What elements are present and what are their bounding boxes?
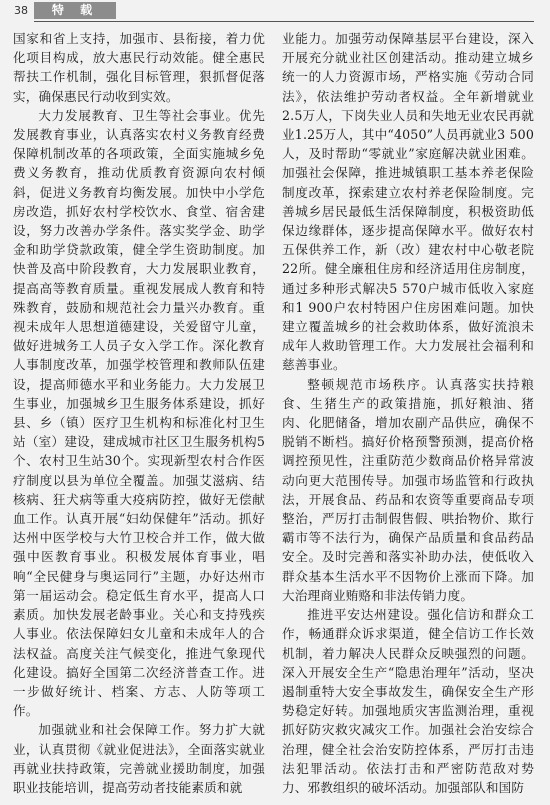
paragraph: 国家和省上支持，加强市、县衔接，着力优化项目构成，放大惠民行动效能。健全惠民帮扶工作机制，强化目标管理，狠抓督促落实，确保惠民行动收到实效。 — [13, 31, 265, 104]
page-number: 38 — [14, 4, 28, 17]
paragraph: 推进平安达州建设。强化信访和群众工作，畅通群众诉求渠道，健全信访工作长效机制，着力解决人民群众反映强烈的问题。深入开展安全生产“隐患治理年”活动，坚决遏制重特大安全事故发生，确保安全生产形势稳定好转。加强地质灾害监测治理，重视抓好防灾救灾减灾工作。加强社会治安综合治理，健全社会治安防控体系，严厉打击违法犯罪活动。依法打击和严密防范敌对势力、邪教组织的破坏活动。加强部队和国防 — [282, 607, 534, 795]
paragraph: 加强就业和社会保障工作。努力扩大就业，认真贯彻《就业促进法》，全面落实就业再就业扶持政策，完善就业援助制度，加强职业技能培训，提高劳动者技能素质和就 — [13, 722, 265, 795]
left-column — [13, 29, 265, 797]
right-column — [282, 29, 534, 797]
section-title: 特 载 — [34, 2, 116, 19]
paragraph: 大力发展教育、卫生等社会事业。优先发展教育事业，认真落实农村义务教育经费保障机制改革的各项政策，全面实施城乡免费义务教育，推动优质教育资源向农村倾斜，促进义务教育均衡发展。加快中小学危房改造，抓好农村学校饮水、食堂、宿舍建设，努力改善办学条件。落实奖学金、助学金和助学贷款政策，健全学生资助制度。加快普及高中阶段教育，大力发展职业教育，提高高等教育质量。重视发展成人教育和特殊教育，鼓励和规范社会力量兴办教育。重视未成年人思想道德建设，关爱留守儿童，做好进城务工人员子女入学工作。深化教育人事制度改革，加强学校管理和教师队伍建设，提高师德水平和业务能力。大力发展卫生事业，加强城乡卫生服务体系建设，抓好县、乡（镇）医疗卫生机构和标准化村卫生站（室）建设，建成城市社区卫生服务机构5个、农村卫生站30个。实现新型农村合作医疗制度以县为单位全覆盖。加强艾滋病、结核病、狂犬病等重大疫病防控，做好无偿献血工作。认真开展“妇幼保健年”活动。抓好达州中医学校与大竹卫校合并工作，做大做强中医教育事业。积极发展体育事业，唱响“全民健身与奥运同行”主题，办好达州市第一届运动会。稳定低生育水平，提高人口素质。加快发展老龄事业。关心和支持残疾人事业。依法保障妇女儿童和未成年人的合法权益。高度关注气候变化，推进气象现代化建设。搞好全国第二次经济普查工作。进一步做好统计、档案、方志、人防等项工作。 — [13, 107, 265, 719]
paragraph: 业能力。加强劳动保障基层平台建设，深入开展充分就业社区创建活动。推动建立城乡统一的人力资源市场，严格实施《劳动合同法》，依法维护劳动者权益。全年新增就业2.5万人，下岗失业人员和失地无业农民再就业1.25万人，其中“4050”人员再就业3 500人，及时帮助“零就业”家庭解决就业困难。加强社会保障，推进城镇职工基本养老保险制度改革，探索建立农村养老保险制度。完善城乡居民最低生活保障制度，积极资助低保边缘群体，逐步提高保障水平。做好农村五保供养工作，新（改）建农村中心敬老院22所。健全廉租住房和经济适用住房制度，通过多种形式解决5 570户城市低收入家庭和1 900户农村特困户住房困难问题。加快建立覆盖城乡的社会救助体系，做好流浪未成年人救助管理工作。大力发展社会福利和慈善事业。 — [282, 31, 534, 373]
page-header — [0, 0, 550, 24]
header-divider — [34, 21, 534, 22]
paragraph: 整顿规范市场秩序。认真落实扶持粮食、生猪生产的政策措施，抓好粮油、猪肉、化肥储备，增加农副产品供应，确保不脱销不断档。搞好价格预警预测，提高价格调控预见性，注重防范少数商品价格异常波动向更大范围传导。加强市场监管和行政执法，开展食品、药品和农资等重要商品专项整治，严厉打击制假售假、哄抬物价、欺行霸市等不法行为，确保产品质量和食品药品安全。及时完善和落实补助办法，使低收入群众基本生活水平不因物价上涨而下降。加大治理商业贿赂和非法传销力度。 — [282, 376, 534, 603]
